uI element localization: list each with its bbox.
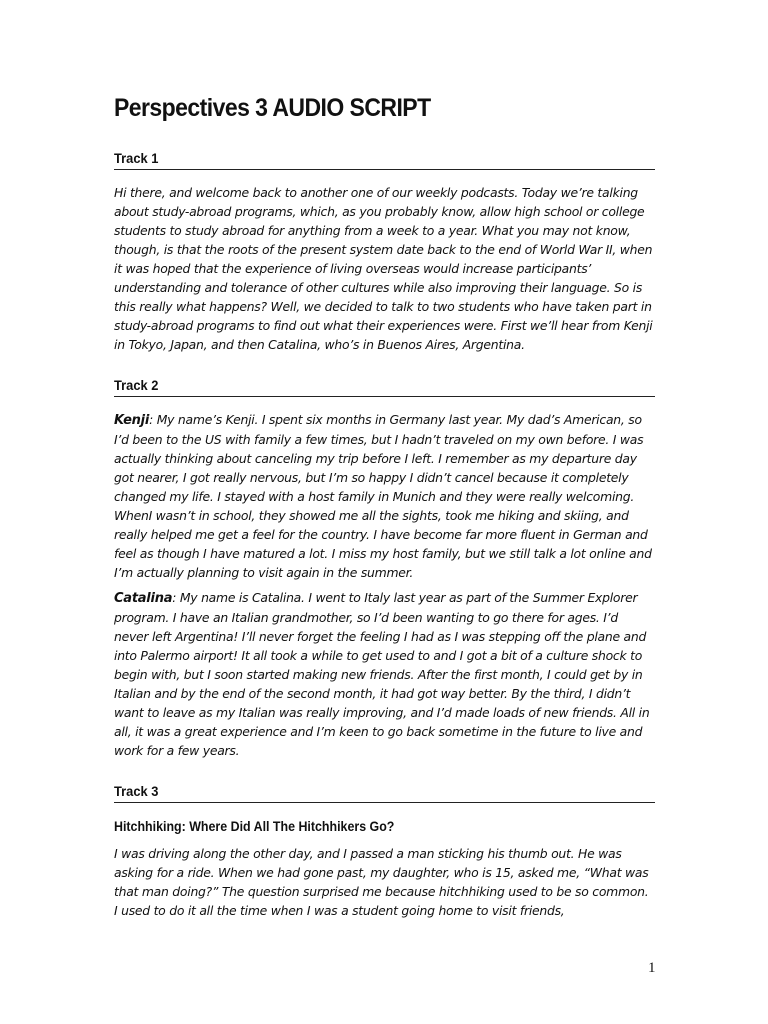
track-1-heading-text: Track 1 <box>114 150 159 166</box>
kenji-text: : My name’s Kenji. I spent six months in Germany last year. My dad’s American, so I’d been to the US with family a few times, but I hadn’t traveled on my own before. I was actually thinking about canceling my trip before I left. I remember as my departure day got nearer, I got really nervous, but I’m so happy I didn’t cancel because it completely changed my life. I stayed with a host family in Munich and they were really welcoming. WhenI wasn’t in school, they showed me all the sights, took me hiking and skiing, and really helped me get a feel for the country. I have become far more fluent in German and feel as though I have matured a lot. I miss my host family, but we still talk a lot online and I’m actually planning to visit again in the summer. <box>114 412 652 580</box>
kenji-paragraph <box>114 410 655 582</box>
track-1-heading <box>114 150 655 170</box>
track-1-text: Hi there, and welcome back to another one of our weekly podcasts. Today we’re talking about study-abroad programs, which, as you probably know, allow high school or college students to study abroad for anything from a week to a year. What you may not know, though, is that the roots of the present system date back to the end of World War II, when it was hoped that the experience of living overseas would increase participants’ understanding and tolerance of other cultures while also improving their language. So is this really what happens? Well, we decided to talk to two students who have taken part in study-abroad programs to find out what their experiences were. First we’ll hear from Kenji in Tokyo, Japan, and then Catalina, who’s in Buenos Aires, Argentina. <box>114 185 653 352</box>
document-title: Perspectives 3 AUDIO SCRIPT <box>114 94 431 122</box>
catalina-text: : My name is Catalina. I went to Italy last year as part of the Summer Explorer program. I have an Italian grandmother, so I’d been wanting to go there for ages. I’d never left Argentina! I’ll never forget the feeling I had as I was stepping off the plane and into Palermo airport! It all took a while to get used to and I got a bit of a culture shock to begin with, but I soon started making new friends. After the first month, I could get by in Italian and by the end of the second month, it had got way better. By the third, I didn’t want to leave as my Italian was really improving, and I’d made loads of new friends. All in all, it was a great experience and I’m keen to go back sometime in the future to live and work for a few years. <box>114 590 650 758</box>
page-number: 1 <box>648 960 656 976</box>
track-3-heading <box>114 783 655 803</box>
document-page <box>114 92 655 920</box>
catalina-paragraph <box>114 588 655 760</box>
speaker-kenji: Kenji <box>114 413 150 428</box>
track-3-subheading <box>114 818 655 836</box>
track-3-text: I was driving along the other day, and I passed a man sticking his thumb out. He was asking for a ride. When we had gone past, my daughter, who is 15, asked me, “What was that man doing?” The question surprised me because hitchhiking used to be so common. I used to do it all the time when I was a student going home to visit friends, <box>114 846 649 918</box>
track-2-heading-text: Track 2 <box>114 377 159 393</box>
speaker-catalina: Catalina <box>114 591 173 606</box>
track-2-heading <box>114 377 655 397</box>
track-3-heading-text: Track 3 <box>114 783 159 799</box>
track-3-subheading-text: Hitchhiking: Where Did All The Hitchhikers Go? <box>114 819 395 834</box>
